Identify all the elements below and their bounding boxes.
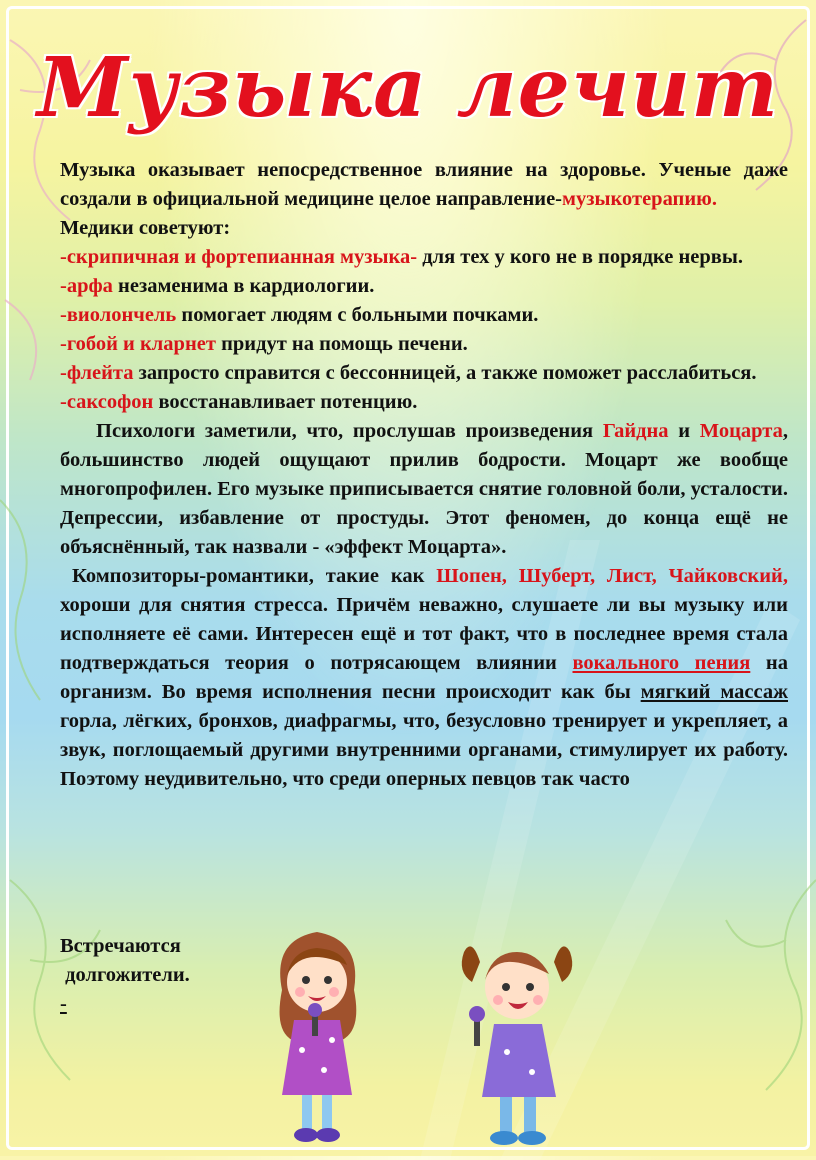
advice-instrument: скрипичная и фортепианная музыка-: [66, 246, 418, 268]
closing-line: Встречаются: [60, 935, 181, 957]
advice-item: [60, 359, 788, 388]
advice-dash: -: [60, 391, 67, 413]
article-body: [60, 156, 788, 794]
romantics-text: Композиторы-романтики, такие как: [72, 565, 437, 587]
intro-paragraph: [60, 156, 788, 214]
romantics-text: на организм. Во время исполнения песни происходит как бы: [60, 652, 788, 703]
romantics-text: горла, лёгких, бронхов, диафрагмы, что, безусловно тренирует и укрепляет, а звук, поглощаемый другими внутренними органами, стимулирует их работу. Поэтому неудивительно, что среди оперных певцов так часто: [60, 710, 788, 790]
girl-singer-left-icon: [262, 920, 372, 1150]
advice-text: помогает людям с больными почками.: [176, 304, 539, 326]
advice-item: [60, 243, 788, 272]
advice-dash: -: [60, 362, 67, 384]
advice-item: [60, 272, 788, 301]
closing-lines: [60, 932, 190, 1019]
advice-item: [60, 330, 788, 359]
psych-text: и: [668, 420, 700, 442]
soft-massage-term: мягкий массаж: [640, 681, 788, 703]
advice-item: [60, 388, 788, 417]
psychologists-paragraph: [60, 417, 788, 562]
music-therapy-term: музыкотерапию.: [562, 188, 717, 210]
composer-mozart: Моцарта: [699, 420, 783, 442]
advice-dash: -: [60, 246, 67, 268]
advice-text: придут на помощь печени.: [215, 333, 468, 355]
advice-text: для тех у кого не в порядке нервы.: [417, 246, 743, 268]
advice-instrument: гобой и кларнет: [66, 333, 216, 355]
psych-text: Психологи заметили, что, прослушав произведения: [96, 420, 603, 442]
advice-dash: -: [60, 304, 67, 326]
page-title: Музыка лечит: [37, 40, 779, 136]
advice-instrument: виолончель: [66, 304, 177, 326]
romantic-composers: Шопен, Шуберт, Лист, Чайковский,: [436, 565, 788, 587]
vocal-singing-term: вокального пения: [572, 652, 751, 674]
advice-dash: -: [60, 333, 67, 355]
advice-text: незаменима в кардиологии.: [112, 275, 375, 297]
intro-text: Музыка оказывает непосредственное влияние на здоровье. Ученые даже создали в официальной медицине целое направление-: [60, 159, 788, 210]
closing-line: долгожители.: [60, 964, 190, 986]
advice-instrument: флейта: [66, 362, 134, 384]
girl-singer-right-icon: [452, 932, 582, 1152]
psych-text: , большинство людей ощущают прилив бодрости. Моцарт же вообще многопрофилен. Его музыке приписывается снятие головной боли, усталости. Депрессии, избавление от простуды. Этот феномен, до конца ещё не объяснённый, так назвали - «эффект Моцарта».: [60, 420, 788, 558]
advice-heading: Медики советуют:: [60, 217, 231, 239]
advice-instrument: арфа: [66, 275, 113, 297]
closing-dash: -: [60, 993, 67, 1015]
advice-text: восстанавливает потенцию.: [153, 391, 418, 413]
romantics-paragraph: [60, 562, 788, 794]
composer-haydn: Гайдна: [602, 420, 669, 442]
advice-text: запросто справится с бессонницей, а также поможет расслабиться.: [133, 362, 757, 384]
advice-dash: -: [60, 275, 67, 297]
advice-instrument: саксофон: [66, 391, 154, 413]
advice-item: [60, 301, 788, 330]
romantics-text: хороши для снятия стресса. Причём неважно, слушаете ли вы музыку или исполняете её сами. Интересен ещё и тот факт, что в последнее время стала подтверждаться теория о потрясающем влиянии: [60, 594, 788, 674]
